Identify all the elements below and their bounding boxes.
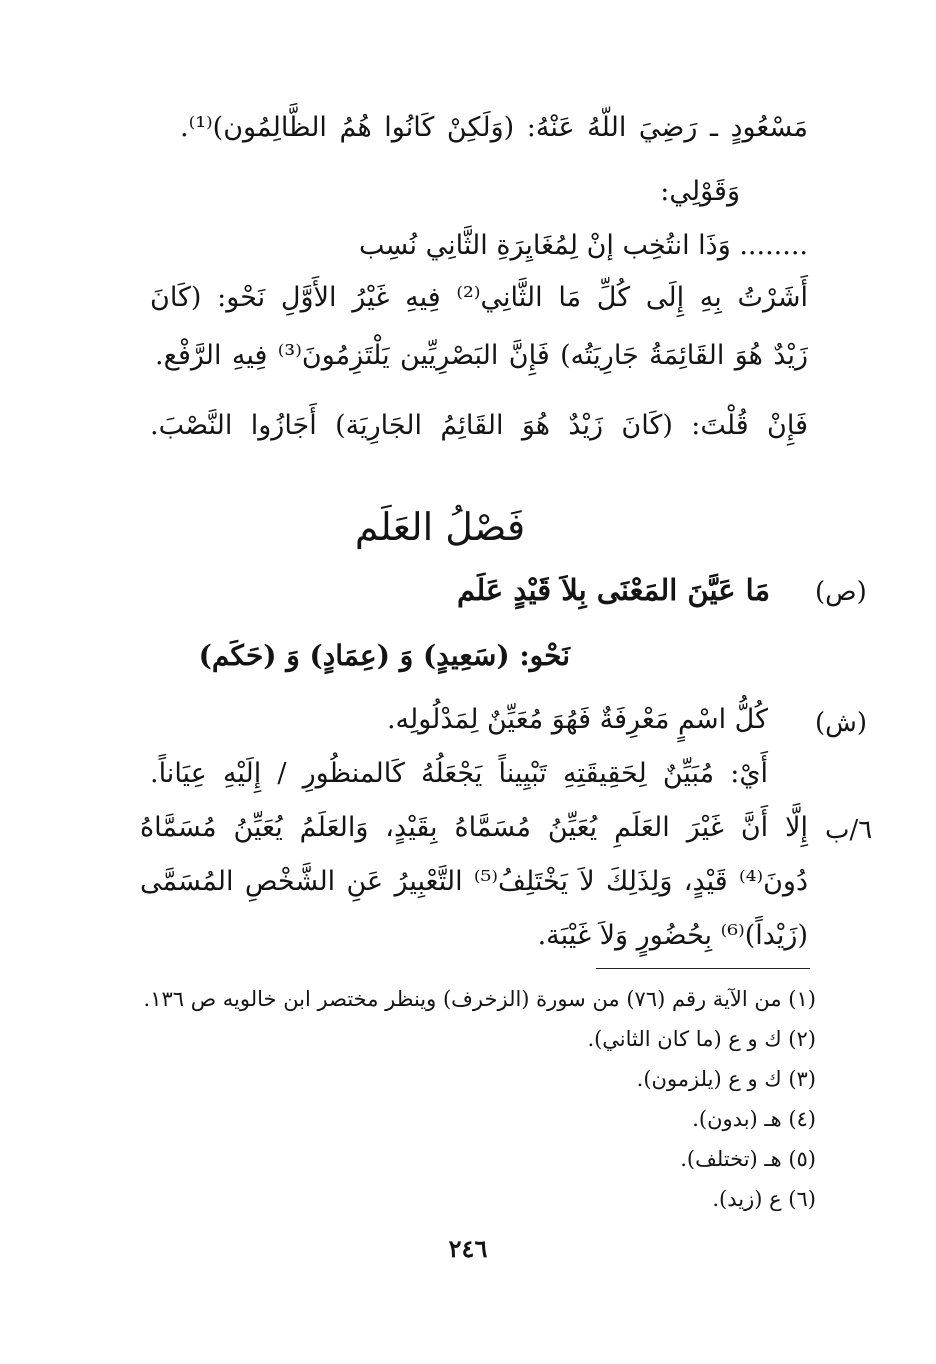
verse-line: ........ وَذَا انتُخِب إنْ لِمُغَايِرَةِ الثَّانِي نُسِب [358, 230, 808, 261]
page-number: ٢٤٦ [448, 1234, 488, 1263]
sharh-line-3: إِلَّا أَنَّ غَيْرَ العَلَمِ يُعَيِّنُ مُسَمَّاهُ بِقَيْدٍ، وَالعَلَمُ يُعَيِّنُ مُسَمَّاهُ [140, 812, 808, 843]
matn-line-1: مَا عَيَّنَ المَعْنَى بِلاَ قَيْدٍ عَلَم [457, 573, 770, 607]
sharh-line-4: دُونَ⁽⁴⁾ قَيْدٍ، وَلِذَلِكَ لاَ يَخْتَلِفُ⁽⁵⁾ التَّعْبِيرُ عَنِ الشَّخْصِ المُسَمَّى [140, 866, 808, 897]
body-line-5: فَإِنْ قُلْتَ: (كَانَ زَيْدٌ هُوَ القَائِمُ الجَارِيَة) أَجَازُوا النَّصْبَ. [150, 410, 808, 441]
footnote-3: (٣) ك و ع (يلزمون). [636, 1067, 816, 1091]
body-line-3: أَشَرْتُ بِهِ إِلَى كُلِّ مَا الثَّانِي⁽²⁾ فِيهِ غَيْرُ الأَوَّلِ نَحْو: (كَانَ [150, 282, 808, 313]
sharh-line-5: (زَيْداً)⁽⁶⁾ بِحُضُورٍ وَلاَ غَيْبَة. [537, 920, 808, 951]
footnote-4: (٤) هـ (بدون). [692, 1107, 816, 1131]
body-line-1: مَسْعُودٍ ـ رَضِيَ اللّهُ عَنْهُ: (وَلَكِنْ كَانُوا هُمُ الظَّالِمُون)⁽¹⁾. [180, 112, 808, 143]
sharh-line-1: كُلُّ اسْمٍ مَعْرِفَةٌ فَهُوَ مُعَيِّنٌ لِمَدْلُولِه. [386, 704, 768, 735]
footnote-6: (٦) ع (زيد). [712, 1187, 816, 1211]
matn-marker: (ص) [815, 577, 867, 607]
footnote-2: (٢) ك و ع (ما كان الثاني). [587, 1027, 816, 1051]
matn-line-2: نَحْو: (سَعِيدٍ) وَ (عِمَادٍ) وَ (حَكَم) [198, 639, 570, 672]
section-heading: فَصْلُ العَلَم [354, 505, 526, 549]
sharh-marker: (ش) [815, 708, 868, 738]
footnote-5: (٥) هـ (تختلف). [680, 1147, 816, 1171]
footnote-separator [596, 968, 810, 969]
sharh-line-2: أَيْ: مُبَيِّنٌ لِحَقِيقَتِهِ تَبْيِيناً يَجْعَلُهُ كَالمنظُورِ / إِلَيْهِ عِيَاناً. [150, 758, 768, 789]
footnote-1: (١) من الآية رقم (٧٦) من سورة (الزخرف) وينظر مختصر ابن خالويه ص ١٣٦. [143, 987, 816, 1011]
folio-marker: ٦/ب [825, 815, 873, 845]
body-line-2: وَقَوْلِي: [660, 176, 740, 207]
body-line-4: زَيْدٌ هُوَ القَائِمَةُ جَارِيَتُه) فَإِنَّ البَصْرِيِّين يَلْتَزِمُونَ⁽³⁾ فِيهِ الرَّفْع. [155, 340, 808, 371]
